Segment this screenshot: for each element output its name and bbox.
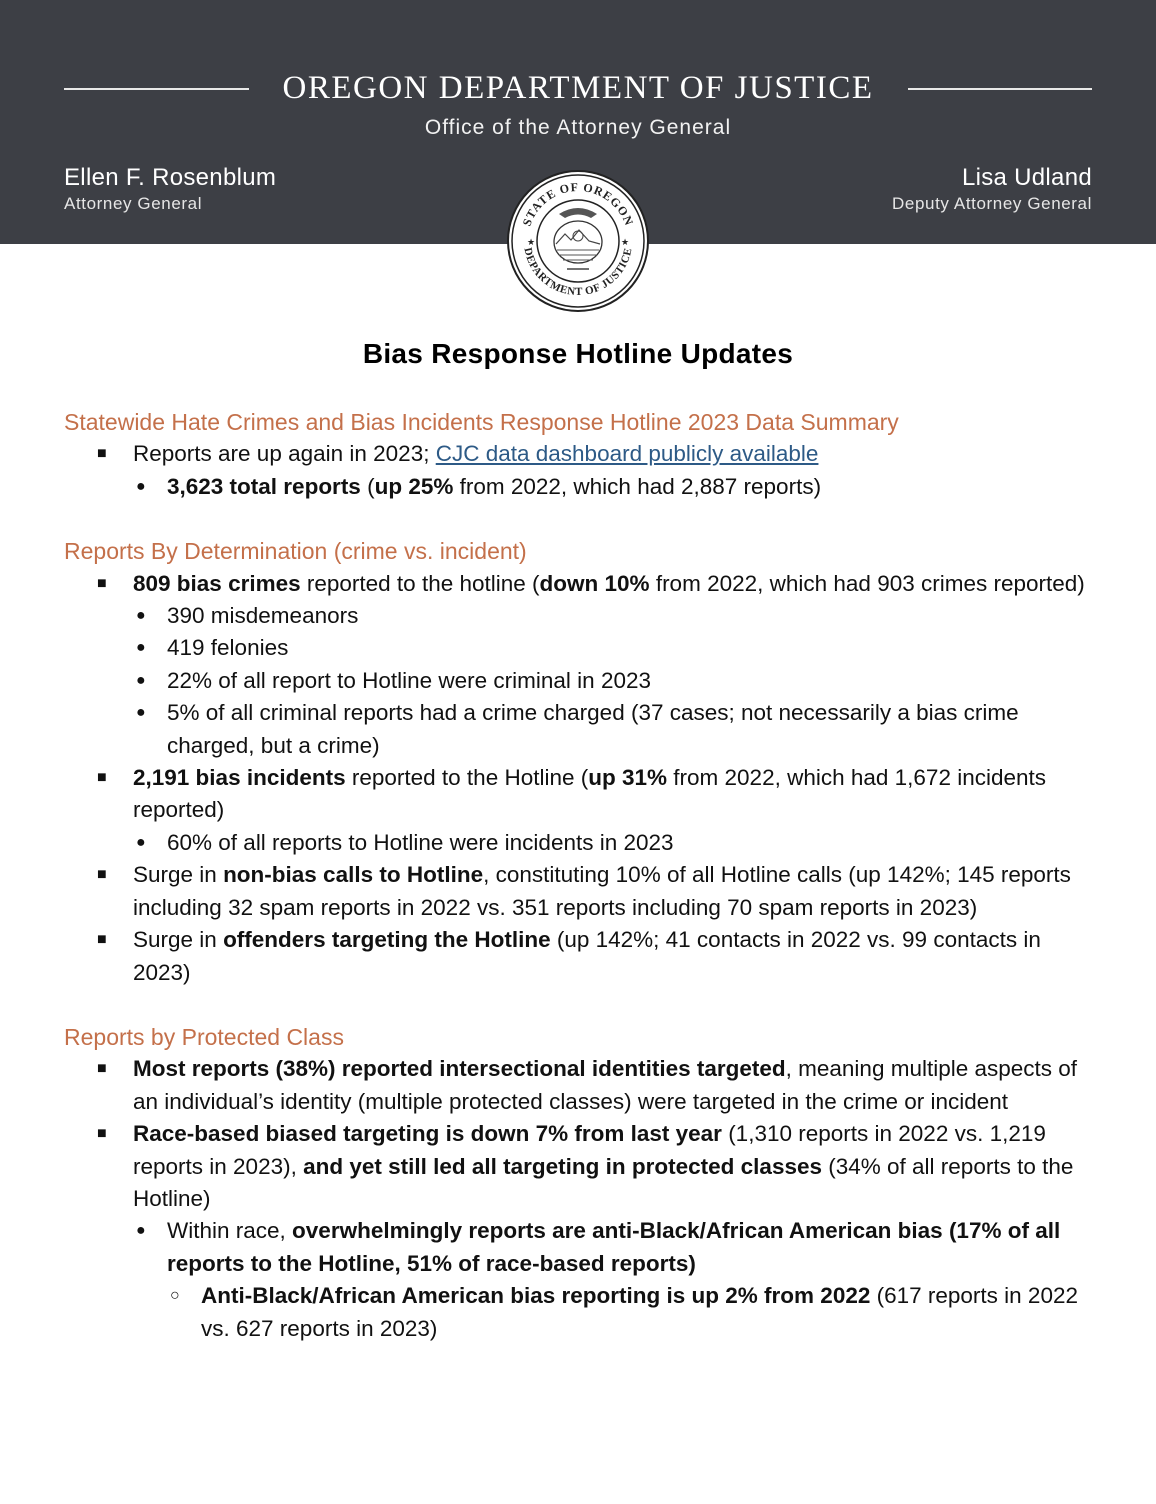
list-item-text: (34% of all reports to the Hotline) bbox=[133, 1153, 1074, 1211]
list-item bbox=[64, 1118, 1094, 1345]
document-title: Bias Response Hotline Updates bbox=[362, 338, 794, 369]
intersectional-summary: Most reports (38%) reported intersectional identities targeted bbox=[133, 1056, 786, 1082]
total-reports-text: 3,623 total reports bbox=[167, 473, 361, 499]
bias-crimes-change: down 10% bbox=[539, 570, 650, 596]
protected-class-list bbox=[64, 1053, 1094, 1345]
list-item-text: reported to the hotline ( bbox=[300, 570, 540, 596]
list-item: ● 5% of all criminal reports had a crime charged (37 cases; not necessarily a bias crime charged, but a crime) bbox=[133, 697, 1094, 762]
section-heading-summary: Statewide Hate Crimes and Bias Incidents Response Hotline 2023 Data Summary bbox=[64, 409, 899, 435]
attorney-general-name: Ellen F. Rosenblum bbox=[64, 164, 277, 191]
race-sublist bbox=[133, 1215, 1094, 1345]
list-item bbox=[64, 568, 1094, 762]
race-based-summary: Race-based biased targeting is down 7% from last year bbox=[133, 1121, 722, 1147]
list-item: ● 60% of all reports to Hotline were incidents in 2023 bbox=[133, 827, 1094, 859]
list-item-text: reported to the Hotline ( bbox=[345, 765, 589, 791]
dashboard-link[interactable]: CJC data dashboard publicly available bbox=[435, 441, 819, 467]
bias-crimes-count: 809 bias crimes bbox=[133, 570, 301, 596]
list-item-text: , meaning multiple aspects of an individual’s identity (multiple protected classes) were targeted in the crime or incident bbox=[133, 1056, 1078, 1114]
non-bias-calls-label: non-bias calls to Hotline bbox=[223, 862, 484, 888]
list-item-text: from 2022, which had 903 crimes reported) bbox=[649, 570, 1085, 596]
list-item bbox=[133, 1215, 1094, 1345]
list-item: ● 419 felonies bbox=[133, 632, 1094, 664]
list-item bbox=[64, 859, 1094, 924]
incidents-sublist bbox=[133, 827, 1094, 859]
list-item bbox=[64, 1053, 1094, 1118]
list-item-text: Surge in bbox=[133, 862, 224, 888]
svg-text:★: ★ bbox=[621, 238, 630, 248]
deputy-attorney-general-title: Deputy Attorney General bbox=[892, 194, 1092, 213]
list-item-text: (up 142%; 41 contacts in 2022 vs. 99 contacts in 2023) bbox=[133, 927, 1041, 985]
state-seal-icon bbox=[507, 170, 649, 312]
section-gap bbox=[64, 503, 1094, 535]
header-rule-left bbox=[64, 88, 249, 90]
section-heading-protected-class: Reports by Protected Class bbox=[64, 1023, 344, 1050]
total-reports-change: up 25% bbox=[374, 473, 454, 499]
seal-top-text: STATE OF OREGON bbox=[519, 179, 637, 228]
department-name: OREGON DEPARTMENT OF JUSTICE bbox=[282, 70, 874, 106]
offenders-targeting-label: offenders targeting the Hotline bbox=[223, 927, 551, 953]
list-item-text: Surge in bbox=[133, 927, 224, 953]
office-name: Office of the Attorney General bbox=[424, 116, 732, 139]
svg-text:★: ★ bbox=[527, 238, 536, 248]
list-item bbox=[64, 438, 1094, 503]
anti-black-trend: Anti-Black/African American bias reporting is up 2% from 2022 bbox=[201, 1283, 871, 1309]
crimes-sublist bbox=[133, 600, 1094, 762]
section-heading-determination: Reports By Determination (crime vs. incident) bbox=[64, 538, 527, 565]
race-based-lead: and yet still led all targeting in protected classes bbox=[303, 1153, 822, 1179]
list-item-text: , constituting 10% of all Hotline calls (up 142%; 145 reports including 32 spam reports in 2022 vs. 351 reports including 70 spam reports in 2023) bbox=[133, 862, 1071, 920]
list-item-text: (1,310 reports in 2022 vs. 1,219 reports in 2023), bbox=[133, 1121, 1046, 1179]
document-body bbox=[64, 406, 1094, 1345]
department-row bbox=[64, 70, 1092, 107]
section-gap bbox=[64, 989, 1094, 1021]
list-item-text: Within race, bbox=[167, 1218, 293, 1244]
attorney-general-block bbox=[64, 164, 276, 214]
deputy-attorney-general-block bbox=[892, 164, 1092, 214]
list-item bbox=[64, 924, 1094, 989]
list-item-text: from 2022, which had 1,672 incidents reported) bbox=[133, 765, 1047, 823]
attorney-general-title: Attorney General bbox=[64, 194, 203, 213]
list-item bbox=[133, 471, 1094, 503]
race-subsublist bbox=[167, 1280, 1094, 1345]
list-item bbox=[64, 762, 1094, 859]
summary-text: Reports are up again in 2023; bbox=[133, 441, 436, 467]
header-rule-right bbox=[908, 88, 1093, 90]
list-item-text: (617 reports in 2022 vs. 627 reports in 2023) bbox=[201, 1283, 1078, 1341]
list-item bbox=[167, 1280, 1094, 1345]
bias-incidents-count: 2,191 bias incidents bbox=[133, 765, 346, 791]
list-item: ● 390 misdemeanors bbox=[133, 600, 1094, 632]
anti-black-summary: overwhelmingly reports are anti-Black/African American bias (17% of all reports to the Hotline, 51% of race-based reports) bbox=[167, 1218, 1061, 1276]
determination-list bbox=[64, 568, 1094, 989]
list-item-text: from 2022, which had 2,887 reports) bbox=[453, 473, 822, 499]
summary-sublist bbox=[133, 471, 1094, 503]
summary-list bbox=[64, 438, 1094, 503]
list-item: ● 22% of all report to Hotline were criminal in 2023 bbox=[133, 665, 1094, 697]
seal-bottom-text: DEPARTMENT OF JUSTICE bbox=[521, 246, 635, 299]
list-item-text: ( bbox=[360, 473, 375, 499]
bias-incidents-change: up 31% bbox=[588, 765, 668, 791]
deputy-attorney-general-name: Lisa Udland bbox=[961, 164, 1092, 191]
